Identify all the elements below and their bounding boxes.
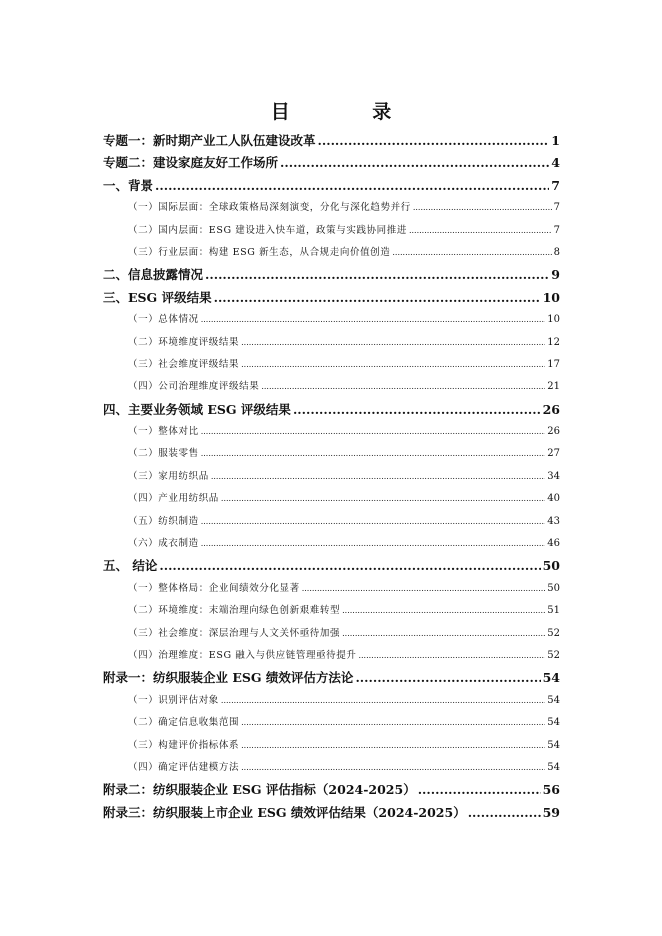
toc-entry-label: 专题二：建设家庭友好工作场所 [103, 155, 279, 171]
toc-section-entry[interactable] [103, 332, 560, 354]
toc-dot-leader [468, 802, 541, 824]
toc-page-number: 52 [547, 649, 560, 661]
toc-entry-label: 附录三：纺织服装上市企业 ESG 绩效评估结果（2024-2025） [103, 804, 466, 820]
toc-dot-leader [293, 399, 541, 421]
toc-dot-leader [342, 600, 545, 622]
toc-dot-leader [358, 645, 545, 667]
toc-entry-label: 一、背景 [103, 177, 154, 193]
toc-dot-leader [214, 287, 541, 309]
toc-entry-label: 三、ESG 评级结果 [103, 289, 212, 305]
toc-section-entry[interactable] [103, 533, 560, 555]
toc-section-entry[interactable] [103, 421, 560, 443]
toc-section-entry[interactable] [103, 645, 560, 667]
toc-section-entry[interactable] [103, 578, 560, 600]
toc-entry-label: （四）治理维度：ESG 融入与供应链管理亟待提升 [128, 649, 357, 661]
toc-entry-label: （二）环境维度评级结果 [128, 336, 240, 348]
toc-page-number: 46 [547, 538, 560, 550]
toc-dot-leader [201, 511, 546, 533]
toc-page-number: 56 [542, 782, 560, 798]
toc-chapter-entry[interactable] [103, 779, 560, 801]
toc-entry-label: 五、 结论 [103, 558, 158, 574]
toc-dot-leader [201, 533, 546, 555]
toc-dot-leader [241, 757, 545, 779]
toc-section-entry[interactable] [103, 757, 560, 779]
toc-entry-label: （一）整体格局：企业间绩效分化显著 [128, 582, 300, 594]
toc-dot-leader [409, 220, 552, 242]
toc-chapter-entry[interactable] [103, 399, 560, 421]
toc-page-number: 26 [542, 401, 560, 417]
toc-dot-leader [221, 488, 545, 510]
toc-section-entry[interactable] [103, 466, 560, 488]
toc-chapter-entry[interactable] [103, 802, 560, 824]
toc-section-entry[interactable] [103, 220, 560, 242]
toc-section-entry[interactable] [103, 690, 560, 712]
toc-entry-label: （二）服装零售 [128, 448, 199, 460]
toc-page-number: 7 [551, 177, 560, 193]
toc-entry-label: 二、信息披露情况 [103, 267, 204, 283]
toc-entry-label: （三）行业层面：构建 ESG 新生态，从合规走向价值创造 [128, 246, 391, 258]
toc-dot-leader [261, 376, 545, 398]
toc-page-number: 8 [553, 246, 560, 258]
toc-page-number: 10 [547, 314, 560, 326]
toc-page-number: 54 [547, 739, 560, 751]
toc-dot-leader [302, 578, 546, 600]
toc-dot-leader [241, 332, 545, 354]
toc-page-number: 51 [547, 605, 560, 617]
toc-section-entry[interactable] [103, 488, 560, 510]
toc-page-number: 1 [551, 133, 560, 148]
toc-dot-leader [201, 309, 546, 331]
toc-dot-leader [211, 466, 545, 488]
toc-page-number: 10 [542, 289, 560, 305]
toc-section-entry[interactable] [103, 511, 560, 533]
toc-dot-leader [201, 421, 546, 443]
toc-page-number: 7 [553, 224, 560, 236]
toc-section-entry[interactable] [103, 376, 560, 398]
toc-entry-label: 四、主要业务领域 ESG 评级结果 [103, 401, 291, 417]
toc-page-number: 34 [547, 470, 560, 482]
toc-page-number: 7 [553, 202, 560, 214]
toc-dot-leader [418, 779, 541, 801]
toc-page-number: 4 [551, 155, 560, 171]
toc-dot-leader [241, 354, 545, 376]
toc-page-number: 43 [547, 515, 560, 527]
toc-page-number: 27 [547, 448, 560, 460]
toc-page-number: 50 [542, 558, 560, 574]
toc-section-entry[interactable] [103, 735, 560, 757]
toc-entry-label: （五）纺织制造 [128, 515, 199, 527]
toc-dot-leader [241, 735, 545, 757]
toc-page-number: 26 [547, 426, 560, 438]
toc-title: 目 录 [270, 101, 430, 123]
toc-section-entry[interactable] [103, 600, 560, 622]
toc-entry-label: （一）总体情况 [128, 314, 199, 326]
toc-entry-label: 附录二：纺织服装企业 ESG 评估指标（2024-2025） [103, 782, 416, 798]
toc-dot-leader [413, 197, 552, 219]
toc-dot-leader [155, 175, 549, 197]
toc-page-number: 54 [547, 761, 560, 773]
toc-chapter-entry[interactable] [103, 555, 560, 577]
toc-page-number: 59 [542, 804, 560, 820]
toc-chapter-entry[interactable] [103, 667, 560, 689]
toc-page-number: 40 [547, 493, 560, 505]
toc-dot-leader [221, 690, 545, 712]
toc-entry-label: （二）国内层面：ESG 建设进入快车道，政策与实践协同推进 [128, 224, 407, 236]
toc-dot-leader [392, 242, 551, 264]
toc-page-number: 9 [551, 267, 560, 283]
toc-entry-label: （三）社会维度评级结果 [128, 358, 240, 370]
toc-dot-leader [205, 264, 549, 286]
toc-page-number: 54 [547, 694, 560, 706]
toc-entry-label: （三）构建评价指标体系 [128, 739, 240, 751]
toc-page-number: 12 [547, 336, 560, 348]
toc-entry-label: （三）社会维度：深层治理与人文关怀亟待加强 [128, 627, 341, 639]
toc-section-entry[interactable] [103, 623, 560, 645]
toc-section-entry[interactable] [103, 197, 560, 219]
toc-entry-label: （一）识别评估对象 [128, 694, 219, 706]
toc-dot-leader [342, 623, 545, 645]
toc-page-number: 54 [542, 670, 560, 686]
toc-entry-label: 附录一：纺织服装企业 ESG 绩效评估方法论 [103, 670, 354, 686]
toc-entry-label: （四）确定评估建模方法 [128, 761, 240, 773]
toc-entry-label: （四）产业用纺织品 [128, 493, 219, 505]
toc-entry-label: （四）公司治理维度评级结果 [128, 381, 260, 393]
toc-dot-leader [355, 667, 540, 689]
toc-entry-label: （六）成衣制造 [128, 538, 199, 550]
toc-chapter-entry[interactable] [103, 130, 560, 152]
toc-entry-label: （一）国际层面：全球政策格局深刻演变，分化与深化趋势并行 [128, 202, 411, 214]
toc-chapter-entry[interactable] [103, 152, 560, 174]
toc-dot-leader [159, 555, 540, 577]
toc-chapter-entry[interactable] [103, 264, 560, 286]
toc-page-number: 52 [547, 627, 560, 639]
toc-page-number: 21 [547, 381, 560, 393]
toc-entry-label: （二）确定信息收集范围 [128, 717, 240, 729]
toc-dot-leader [318, 130, 550, 152]
toc-dot-leader [280, 152, 549, 174]
toc-page-number: 50 [547, 582, 560, 594]
toc-entry-label: （二）环境维度：末端治理向绿色创新艰难转型 [128, 605, 341, 617]
toc-section-entry[interactable] [103, 242, 560, 264]
toc-section-entry[interactable] [103, 712, 560, 734]
toc-page-number: 17 [547, 358, 560, 370]
toc-chapter-entry[interactable] [103, 175, 560, 197]
toc-entry-label: 专题一：新时期产业工人队伍建设改革 [103, 133, 316, 148]
toc-chapter-entry[interactable] [103, 287, 560, 309]
toc-dot-leader [241, 712, 545, 734]
table-of-contents [103, 130, 560, 824]
toc-section-entry[interactable] [103, 309, 560, 331]
toc-dot-leader [201, 443, 546, 465]
toc-section-entry[interactable] [103, 443, 560, 465]
toc-section-entry[interactable] [103, 354, 560, 376]
toc-entry-label: （三）家用纺织品 [128, 470, 209, 482]
toc-page-number: 54 [547, 717, 560, 729]
toc-entry-label: （一）整体对比 [128, 426, 199, 438]
